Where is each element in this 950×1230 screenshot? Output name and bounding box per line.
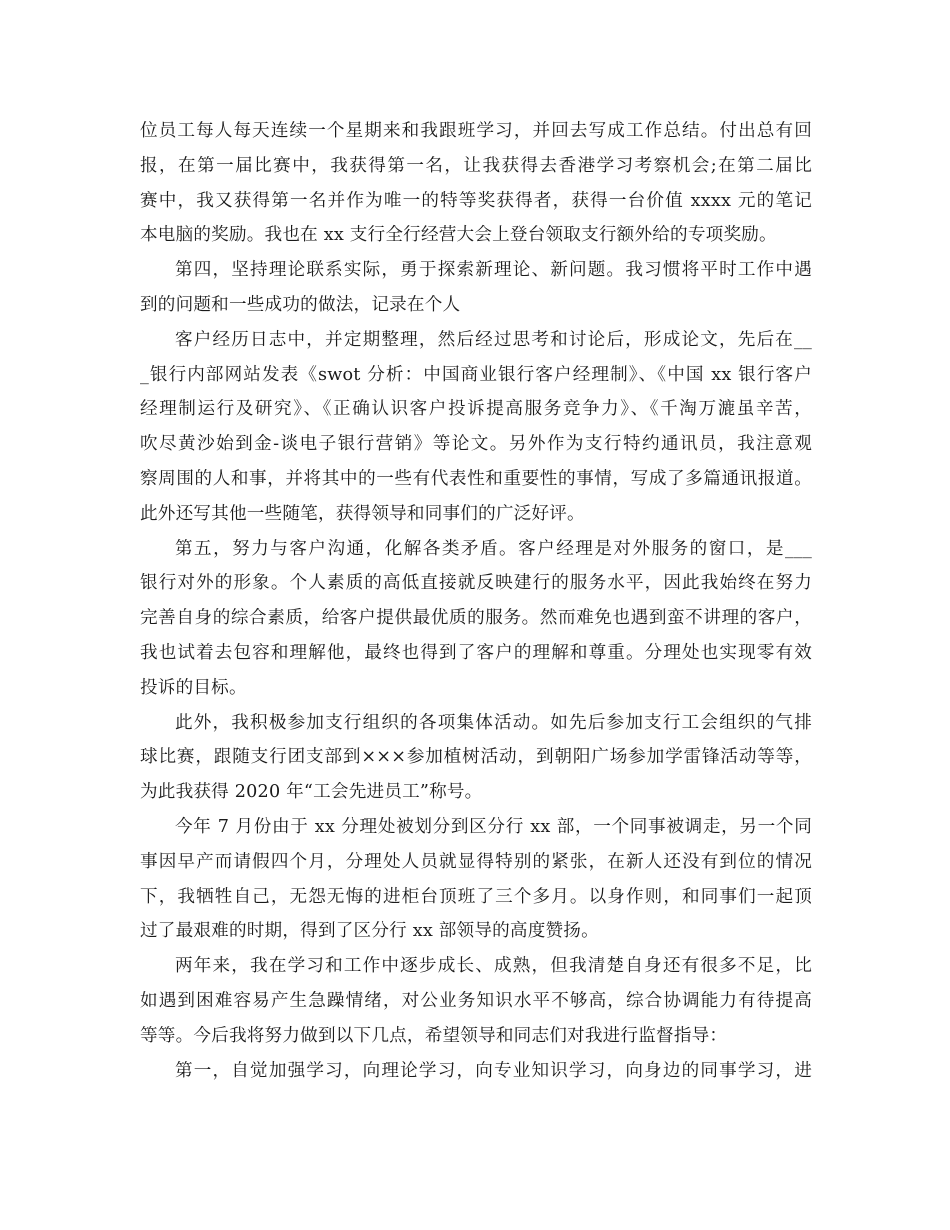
- text-line: 经理制运行及研究》、《正确认识客户投诉提高服务竞争力》、《千淘万漉虽辛苦，: [140, 399, 812, 420]
- text-line: 如遇到困难容易产生急躁情绪，对公业务知识水平不够高，综合协调能力有待提高: [140, 990, 812, 1011]
- text-line: 完善自身的综合素质，给客户提供最优质的服务。然而难免也遇到蛮不讲理的客户，: [140, 608, 812, 629]
- text-line: 察周围的人和事，并将其中的一些有代表性和重要性的事情，写成了多篇通讯报道。: [140, 468, 812, 489]
- text-line: 过了最艰难的时期，得到了区分行 xx 部领导的高度赞扬。: [140, 921, 599, 942]
- paragraph-first-line: 第五，努力与客户沟通，化解各类矛盾。客户经理是对外服务的窗口，是___: [175, 538, 812, 559]
- text-line: 投诉的目标。: [140, 677, 247, 698]
- text-line: 位员工每人每天连续一个星期来和我跟班学习，并回去写成工作总结。付出总有回: [140, 121, 812, 141]
- text-line: 此外还写其他一些随笔，获得领导和同事们的广泛好评。: [140, 503, 585, 524]
- text-line: 我也试着去包容和理解他，最终也得到了客户的理解和尊重。分理处也实现零有效: [140, 642, 812, 663]
- text-line: 等等。今后我将努力做到以下几点，希望领导和同志们对我进行监督指导：: [140, 1025, 728, 1046]
- text-line: 下，我牺牲自己，无怨无悔的进柜台顶班了三个多月。以身作则，和同事们一起顶: [140, 886, 812, 907]
- text-line: 报，在第一届比赛中，我获得第一名，让我获得去香港学习考察机会;在第二届比: [140, 155, 812, 176]
- paragraph-first-line: 此外，我积极参加支行组织的各项集体活动。如先后参加支行工会组织的气排: [175, 712, 812, 733]
- text-line: 为此我获得 2020 年“工会先进员工”称号。: [140, 782, 483, 803]
- document-body: [140, 114, 812, 1088]
- text-line: 事因早产而请假四个月，分理处人员就显得特别的紧张，在新人还没有到位的情况: [140, 851, 812, 872]
- text-line: 赛中，我又获得第一名并作为唯一的特等奖获得者，获得一台价值 xxxx 元的笔记: [140, 190, 812, 211]
- text-line: 本电脑的奖励。我也在 xx 支行全行经营大会上登台领取支行额外给的专项奖励。: [140, 225, 777, 246]
- text-line: 到的问题和一些成功的做法，记录在个人: [140, 294, 461, 315]
- paragraph-first-line: 两年来，我在学习和工作中逐步成长、成熟，但我清楚自身还有很多不足，比: [175, 956, 812, 977]
- paragraph-first-line: 今年 7 月份由于 xx 分理处被划分到区分行 xx 部，一个同事被调走，另一个同: [175, 816, 812, 837]
- paragraph-first-line: 第一，自觉加强学习，向理论学习，向专业知识学习，向身边的同事学习，进: [175, 1060, 812, 1081]
- text-line: 银行对外的形象。个人素质的高低直接就反映建行的服务水平，因此我始终在努力: [140, 573, 812, 594]
- paragraph-first-line: 第四，坚持理论联系实际，勇于探索新理论、新问题。我习惯将平时工作中遇: [175, 260, 812, 281]
- paragraph-first-line: 客户经历日志中，并定期整理，然后经过思考和讨论后，形成论文，先后在__: [175, 329, 812, 350]
- text-line: _银行内部网站发表《swot 分析：中国商业银行客户经理制》、《中国 xx 银行客户: [140, 364, 812, 385]
- text-line: 球比赛，跟随支行团支部到×××参加植树活动，到朝阳广场参加学雷锋活动等等，: [140, 747, 812, 768]
- text-line: 吹尽黄沙始到金-谈电子银行营销》等论文。另外作为支行特约通讯员，我注意观: [140, 434, 812, 455]
